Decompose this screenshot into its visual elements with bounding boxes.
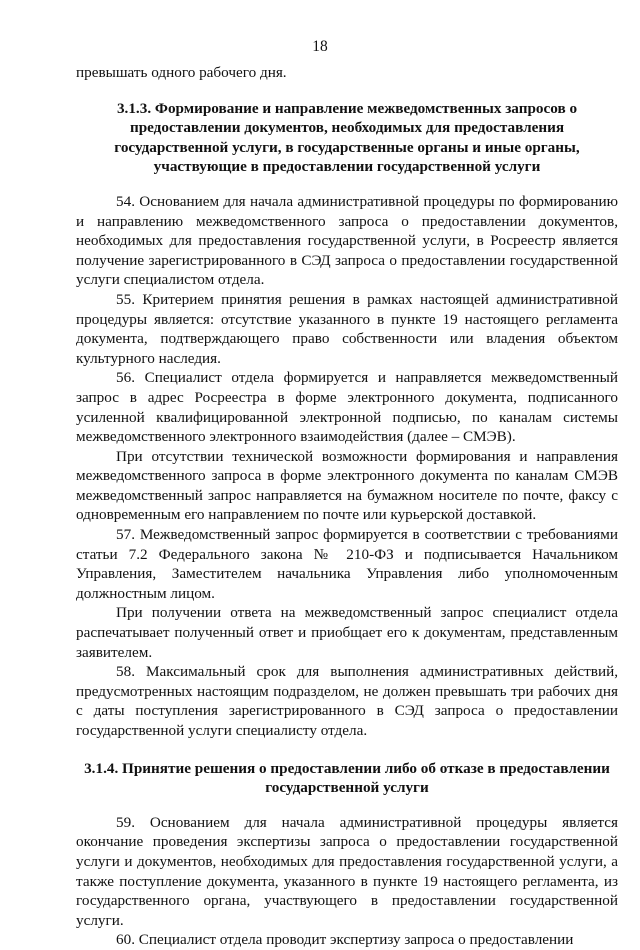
page-content	[76, 63, 618, 950]
section-heading-3-1-3: 3.1.3. Формирование и направление межведомственных запросов о предоставлении документов, необходимых для предоставления государственной услуги, в государственные органы и иные органы, участвующие в предоставлении государственной услуги	[114, 99, 580, 176]
page-number: 18	[312, 38, 328, 55]
paragraph-60: 60. Специалист отдела проводит экспертизу запроса о предоставлении	[116, 931, 574, 949]
paragraph-57-continued: При получении ответа на межведомственный запрос специалист отдела распечатывает полученный ответ и приобщает его к документам, представленным заявителем.	[76, 604, 618, 661]
section-heading-3-1-4: 3.1.4. Принятие решения о предоставлении либо об отказе в предоставлении государственной услуги	[84, 759, 610, 797]
paragraph-54: 54. Основанием для начала административной процедуры по формированию и направлению межведомственного запроса о предоставлении документов, необходимых для предоставления государственной услуги, в Росреестр является получение зарегистрированного в СЭД запроса о предоставлении государственной услуги специалистом отдела.	[76, 192, 618, 289]
paragraph-58: 58. Максимальный срок для выполнения административных действий, предусмотренных настоящим подразделом, не должен превышать три рабочих дня с даты поступления зарегистрированного в СЭД запроса о предоставлении государственной услуги специалисту отдела.	[76, 663, 618, 739]
paragraph-56: 56. Специалист отдела формируется и направляется межведомственный запрос в адрес Росреестра в форме электронного документа, подписанного усиленной квалифицированной электронной подписью, по каналам системы межведомственного электронного взаимодействия (далее – СМЭВ).	[76, 369, 618, 446]
paragraph-59: 59. Основанием для начала административной процедуры является окончание проведения экспертизы запроса о предоставлении государственной услуги и документов, необходимых для предоставления государственной услуги, а также поступление документа, указанного в пункте 19 настоящего регламента, из государственного органа, участвующего в предоставлении государственной услуги.	[76, 813, 618, 929]
paragraph-57: 57. Межведомственный запрос формируется в соответствии с требованиями статьи 7.2 Федерального закона № 210-ФЗ и подписывается Начальником Управления, Заместителем начальника Управления либо уполномоченным должностным лицом.	[76, 526, 618, 602]
paragraph-56-continued: При отсутствии технической возможности формирования и направления межведомственного запроса в форме электронного документа по каналам СМЭВ межведомственный запрос направляется на бумажном носителе по почте, факсу с одновременным его направлением по почте или курьерской доставкой.	[76, 447, 618, 524]
paragraph-continuation: превышать одного рабочего дня.	[76, 64, 287, 81]
paragraph-55: 55. Критерием принятия решения в рамках настоящей административной процедуры является: отсутствие указанного в пункте 19 настоящего регламента документа, подтверждающего право собственности или владения объектом культурного наследия.	[76, 290, 618, 367]
